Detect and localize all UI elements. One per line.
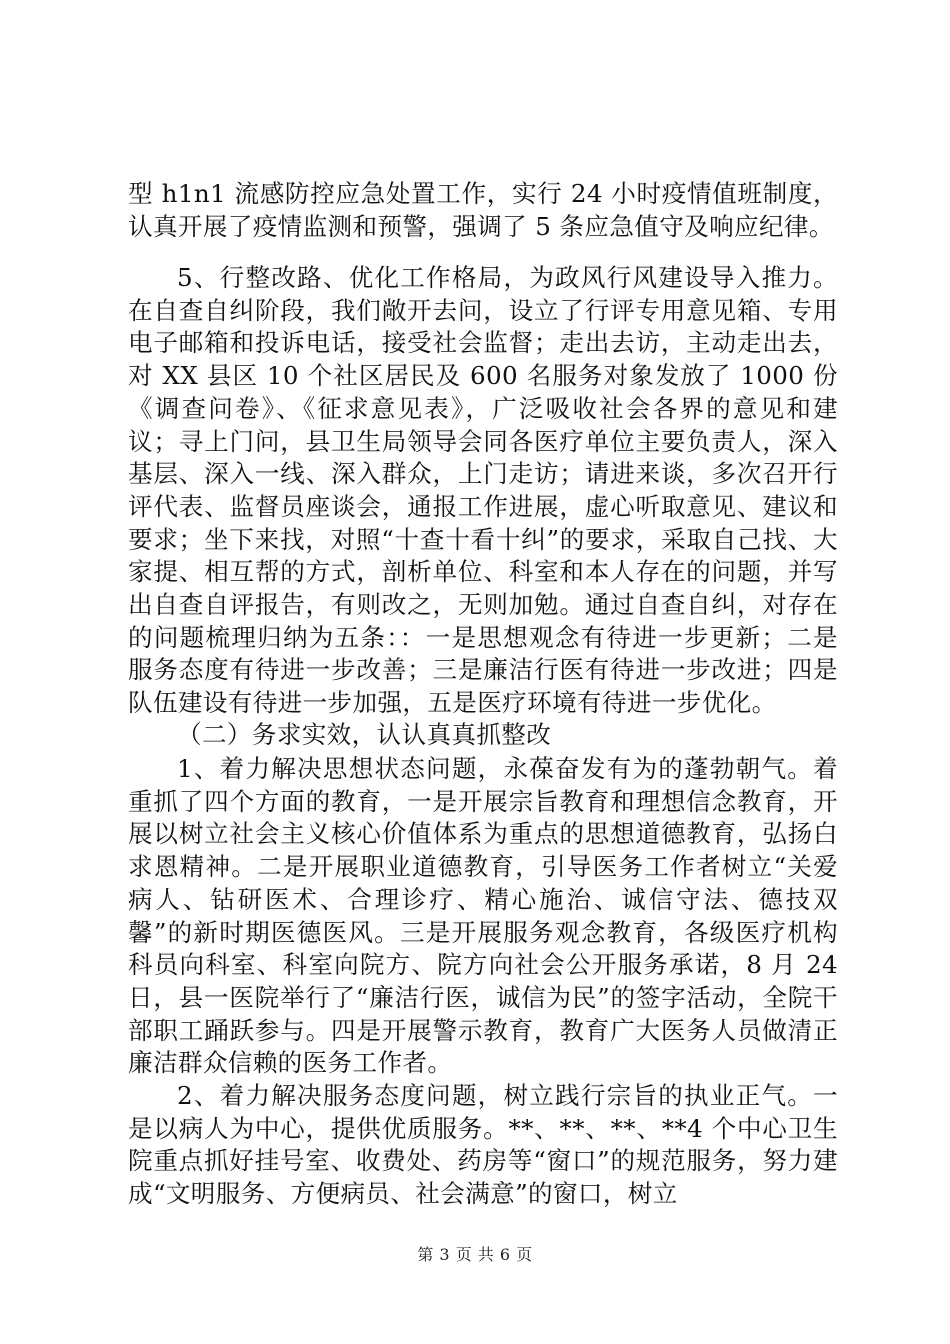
page-number-footer: 第 3 页 共 6 页 (417, 1245, 533, 1264)
section-heading-2: （二）务求实效，认认真真抓整改 (177, 720, 552, 749)
paragraph-item-1: 1、着力解决思想状态问题，永葆奋发有为的蓬勃朝气。着重抓了四个方面的教育，一是开展宗旨教育和理想信念教育，开展以树立社会主义核心价值体系为重点的思想道德教育，弘扬白求恩精神。二是开展职业道德教育，引导医务工作者树立“关爱病人、钻研医术、合理诊疗、精心施治、诚信守法、德技双馨”的新时期医德医风。三是开展服务观念教育，各级医疗机构科员向科室、科室向院方、院方向社会公开服务承诺，8 月 24 日，县一医院举行了“廉洁行医，诚信为民”的签字活动，全院干部职工踊跃参与。四是开展警示教育，教育广大医务人员做清正廉洁群众信赖的医务工作者。 (128, 754, 838, 1078)
paragraph-section-5: 5、行整改路、优化工作格局，为政风行风建设导入推力。在自查自纠阶段，我们敞开去问，设立了行评专用意见箱、专用电子邮箱和投诉电话，接受社会监督；走出去访，主动走出去，对 XX 县区 10 个社区居民及 600 名服务对象发放了 1000 份《调查问卷》、《征求意见表》，广泛吸收社会各界的意见和建议；寻上门问，县卫生局领导会同各医疗单位主要负责人，深入基层、深入一线、深入群众，上门走访；请进来谈，多次召开行评代表、监督员座谈会，通报工作进展，虚心听取意见、建议和要求；坐下来找，对照“十查十看十纠”的要求，采取自己找、大家提、相互帮的方式，剖析单位、科室和本人存在的问题，并写出自查自评报告，有则改之，无则加勉。通过自查自纠，对存在的问题梳理归纳为五条：：一是思想观念有待进一步更新；二是服务态度有待进一步改善；三是廉洁行医有待进一步改进；四是队伍建设有待进一步加强，五是医疗环境有待进一步优化。 (128, 263, 838, 718)
paragraph-continuation: 型 h1n1 流感防控应急处置工作，实行 24 小时疫情值班制度，认真开展了疫情监测和预警，强调了 5 条应急值守及响应纪律。 (128, 179, 838, 241)
paragraph-item-2: 2、着力解决服务态度问题，树立践行宗旨的执业正气。一是以病人为中心，提供优质服务。**、**、**、**4 个中心卫生院重点抓好挂号室、收费处、药房等“窗口”的规范服务，努力建成“文明服务、方便病员、社会满意”的窗口，树立 (128, 1081, 838, 1209)
